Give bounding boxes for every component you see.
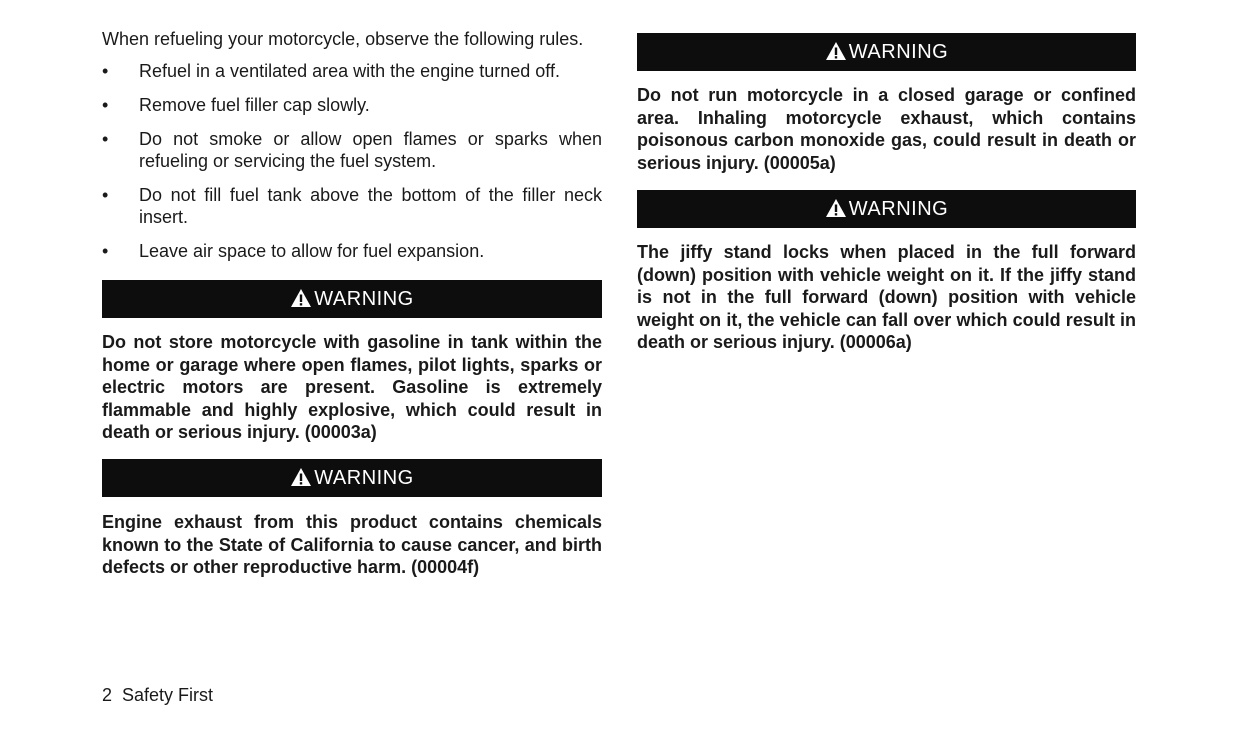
warning-triangle-icon [825, 198, 847, 218]
rule-item [102, 240, 602, 262]
rule-text: Leave air space to allow for fuel expansion. [139, 241, 485, 261]
bullet: • [102, 185, 109, 205]
warning-text: Engine exhaust from this product contains chemicals known to the State of California to cause cancer, and birth defects or other reproductive harm. (00004f) [102, 512, 602, 577]
bullet: • [102, 129, 109, 149]
bullet: • [102, 241, 109, 261]
rule-item [102, 94, 602, 116]
warning-banner [637, 33, 1136, 71]
warning-triangle-icon [290, 288, 312, 308]
warning-text: Do not store motorcycle with gasoline in tank within the home or garage where open flames, pilot lights, sparks or electric motors are present. Gasoline is extremely flammable and highly explosive, which could result in death or serious injury. (00003a) [102, 332, 602, 442]
section-title: Safety First [122, 685, 214, 705]
warning-triangle-icon [825, 41, 847, 61]
page-footer [102, 684, 213, 706]
warning-banner [102, 459, 602, 497]
warning-banner [637, 190, 1136, 228]
rule-text: Do not smoke or allow open flames or sparks when refueling or servicing the fuel system. [139, 129, 602, 171]
warning-text: Do not run motorcycle in a closed garage or confined area. Inhaling motorcycle exhaust, which contains poisonous carbon monoxide gas, could result in death or serious injury. (00005a) [637, 85, 1136, 173]
page-number: 2 [102, 685, 113, 705]
rule-text: Refuel in a ventilated area with the engine turned off. [139, 61, 560, 81]
warning-label: WARNING [314, 466, 414, 489]
refuel-rules-list [102, 60, 602, 274]
bullet: • [102, 61, 109, 81]
warning-label: WARNING [848, 197, 949, 220]
rule-item [102, 128, 602, 172]
rule-item [102, 60, 602, 82]
warning-label: WARNING [314, 287, 414, 310]
rule-text: Do not fill fuel tank above the bottom of the filler neck insert. [139, 185, 602, 227]
warning-text: The jiffy stand locks when placed in the full forward (down) position with vehicle weight on it. If the jiffy stand is not in the full forward (down) position with vehicle weight on it, the vehicle can fall over which could result in death or serious injury. (00006a) [637, 242, 1136, 352]
rule-item [102, 184, 602, 228]
warning-banner [102, 280, 602, 318]
bullet: • [102, 95, 109, 115]
warning-label: WARNING [848, 40, 949, 63]
rule-text: Remove fuel filler cap slowly. [139, 95, 370, 115]
warning-triangle-icon [290, 467, 312, 487]
intro-text: When refueling your motorcycle, observe the following rules. [102, 29, 584, 49]
